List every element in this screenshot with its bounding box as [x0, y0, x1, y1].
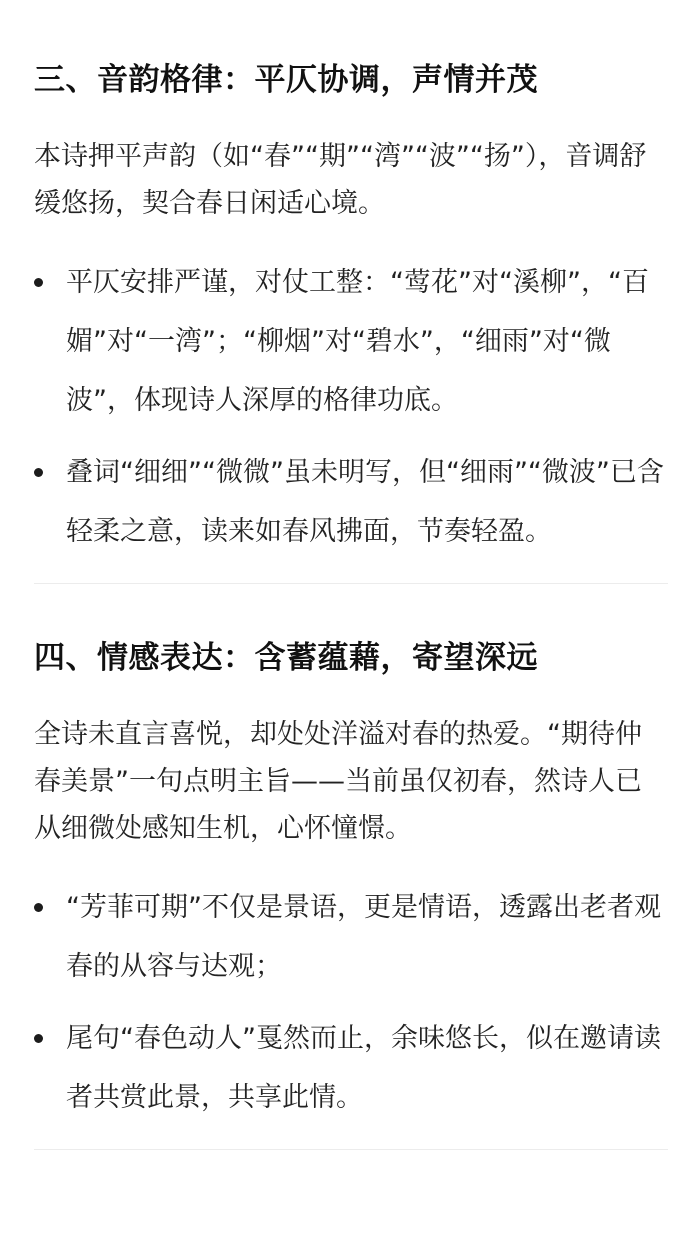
section-rhyme-meter	[34, 0, 668, 584]
bullet-list	[34, 253, 668, 561]
section-paragraph: 全诗未直言喜悦，却处处洋溢对春的热爱。“期待仲春美景”一句点明主旨——当前虽仅初春，然诗人已从细微处感知生机，心怀憧憬。	[34, 719, 642, 844]
list-item-text: 尾句“春色动人”戛然而止，余味悠长，似在邀请读者共赏此景，共享此情。	[66, 1023, 661, 1113]
bullet-dot-icon	[34, 1034, 43, 1043]
bullet-dot-icon	[34, 903, 43, 912]
list-item	[34, 878, 668, 996]
section-heading: 三、音韵格律：平仄协调，声情并茂	[34, 62, 538, 98]
bullet-list	[34, 878, 668, 1127]
bullet-dot-icon	[34, 468, 43, 477]
list-item	[34, 443, 668, 561]
list-item-text: “芳菲可期”不仅是景语，更是情语，透露出老者观春的从容与达观；	[66, 892, 661, 982]
list-item	[34, 1009, 668, 1127]
list-item	[34, 253, 668, 430]
section-divider	[34, 1149, 668, 1150]
section-paragraph: 本诗押平声韵（如“春”“期”“湾”“波”“扬”），音调舒缓悠扬，契合春日闲适心境。	[34, 141, 647, 219]
list-item-text: 叠词“细细”“微微”虽未明写，但“细雨”“微波”已含轻柔之意，读来如春风拂面，节奏轻盈。	[66, 457, 664, 547]
section-emotion	[34, 584, 668, 1150]
bullet-dot-icon	[34, 278, 43, 287]
section-heading: 四、情感表达：含蓄蕴藉，寄望深远	[34, 640, 538, 676]
list-item-text: 平仄安排严谨，对仗工整：“莺花”对“溪柳”，“百媚”对“一湾”；“柳烟”对“碧水”，“细雨”对“微波”，体现诗人深厚的格律功底。	[66, 267, 649, 416]
